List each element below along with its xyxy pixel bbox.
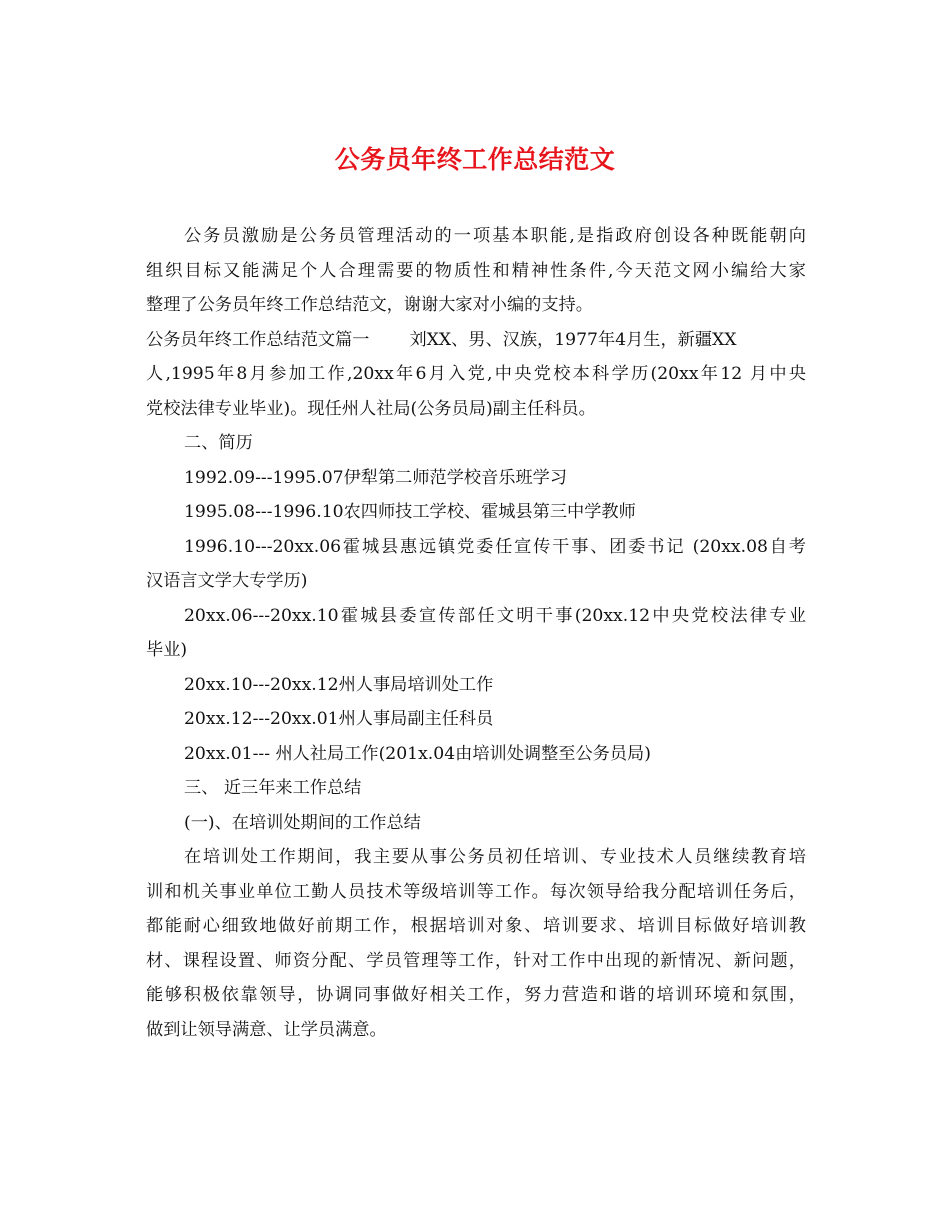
summary-line: 材、课程设置、师资分配、学员管理等工作，针对工作中出现的新情况、新问题， bbox=[146, 950, 806, 971]
resume-item-continued: 毕业) bbox=[146, 640, 188, 660]
intro-line: 公务员激励是公务员管理活动的一项基本职能,是指政府创设各种既能朝向 bbox=[184, 226, 806, 246]
section-one-line: 党校法律专业毕业)。现任州人社局(公务员局)副主任科员。 bbox=[146, 398, 596, 419]
summary-heading: 三、 近三年来工作总结 bbox=[184, 778, 362, 798]
resume-item: 20xx.01--- 州人社局工作(201x.04由培训处调整至公务员局) bbox=[184, 743, 651, 764]
intro-line: 组织目标又能满足个人合理需要的物质性和精神性条件,今天范文网小编给大家 bbox=[146, 260, 806, 281]
resume-item: 1995.08---1996.10农四师技工学校、霍城县第三中学教师 bbox=[184, 502, 636, 522]
resume-item: 1992.09---1995.07伊犁第二师范学校音乐班学习 bbox=[184, 467, 568, 488]
resume-item: 20xx.12---20xx.01州人事局副主任科员 bbox=[184, 709, 494, 729]
summary-line: 都能耐心细致地做好前期工作，根据培训对象、培训要求、培训目标做好培训教 bbox=[146, 916, 806, 936]
resume-item: 20xx.10---20xx.12州人事局培训处工作 bbox=[184, 674, 494, 695]
resume-item-continued: 汉语言文学大专学历) bbox=[146, 571, 308, 591]
section-one-first-line bbox=[146, 323, 806, 358]
resume-item: 1996.10---20xx.06霍城县惠远镇党委任宣传干事、团委书记 (20xx.08自考 bbox=[184, 536, 806, 557]
resume-item: 20xx.06---20xx.10霍城县委宣传部任文明干事(20xx.12中央党校法律专业 bbox=[184, 605, 806, 626]
summary-subheading: (一)、在培训处期间的工作总结 bbox=[184, 812, 421, 833]
summary-line: 在培训处工作期间，我主要从事公务员初任培训、专业技术人员继续教育培 bbox=[184, 847, 806, 867]
resume-heading: 二、简历 bbox=[184, 433, 253, 453]
section-one-line: 人,1995年8月参加工作,20xx年6月入党,中央党校本科学历(20xx年12 月中央 bbox=[146, 364, 806, 384]
document-title: 公务员年终工作总结范文 bbox=[334, 145, 616, 174]
document-body bbox=[146, 219, 806, 1047]
summary-line: 能够积极依靠领导，协调同事做好相关工作，努力营造和谐的培训环境和氛围， bbox=[146, 985, 806, 1005]
section-one-heading: 公务员年终工作总结范文篇一 bbox=[146, 329, 370, 350]
section-one-intro-text: 刘XX、男、汉族，1977年4月生，新疆XX bbox=[409, 329, 737, 350]
summary-line: 做到让领导满意、让学员满意。 bbox=[146, 1019, 387, 1040]
intro-line: 整理了公务员年终工作总结范文，谢谢大家对小编的支持。 bbox=[146, 295, 593, 315]
summary-line: 训和机关事业单位工勤人员技术等级培训等工作。每次领导给我分配培训任务后， bbox=[146, 881, 806, 902]
